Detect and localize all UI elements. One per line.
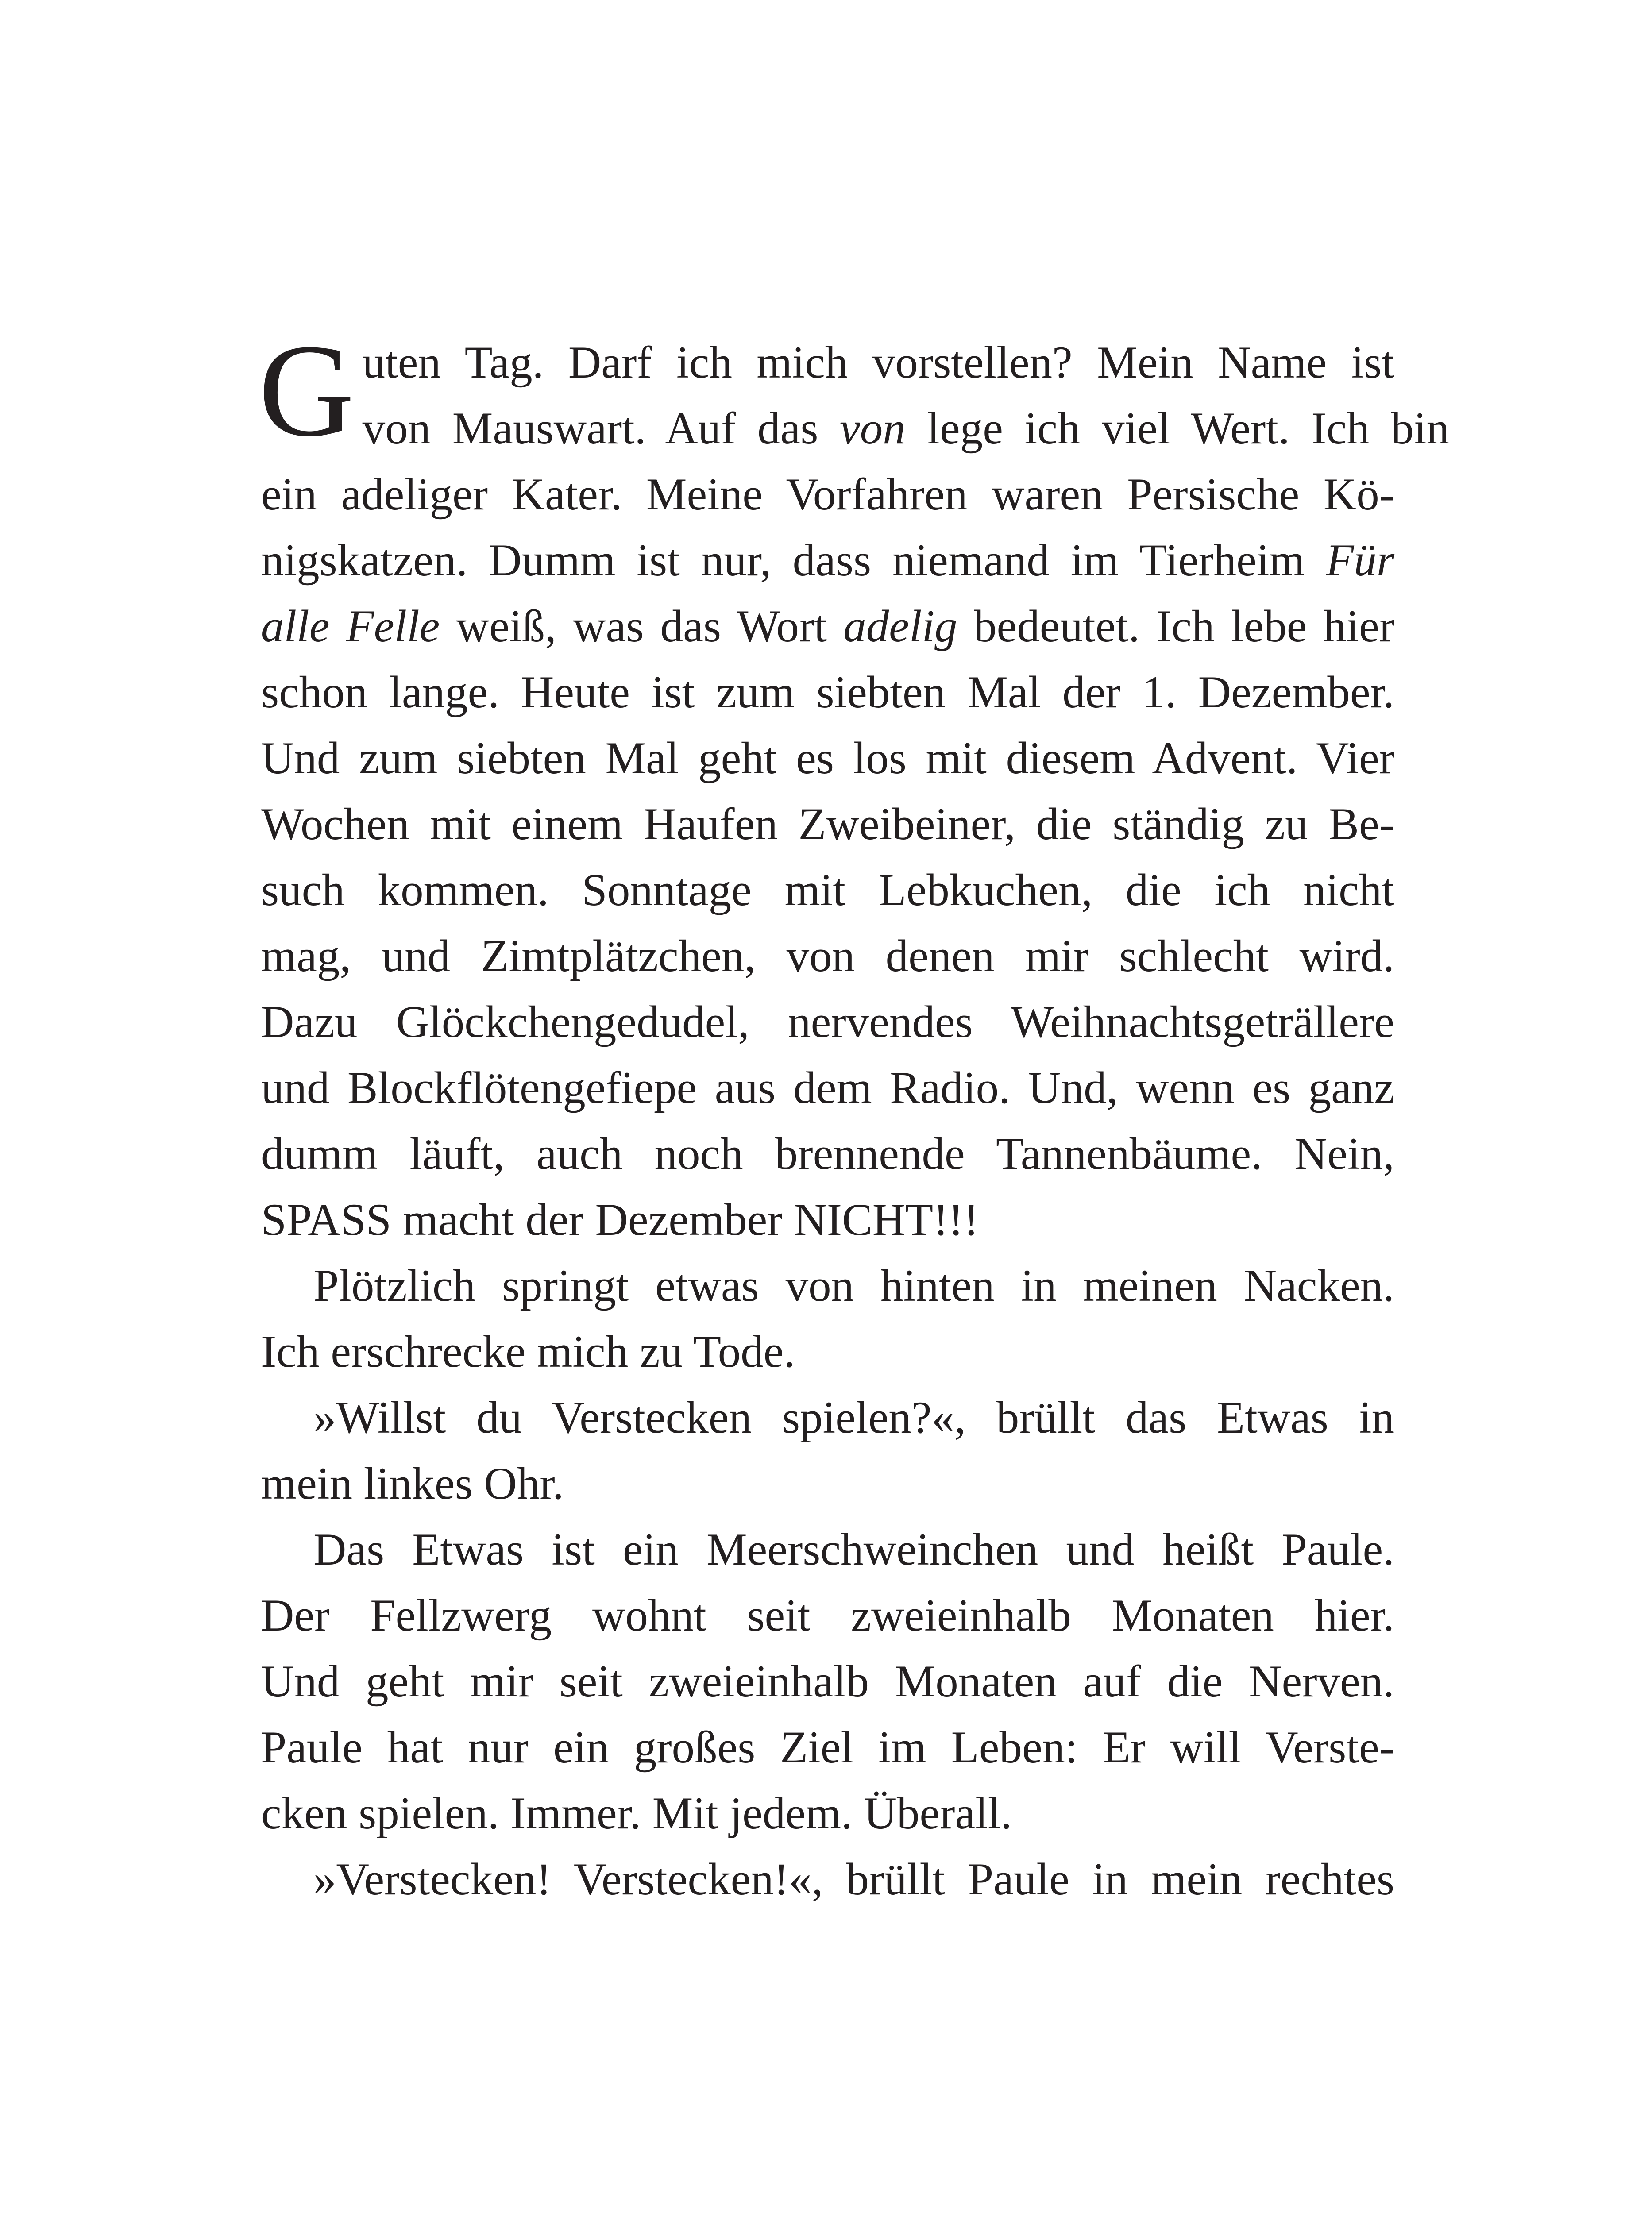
text-line: Dazu Glöckchengedudel, nervendes Weihnachtsgeträllere xyxy=(261,997,1394,1047)
text-line: »Verstecken! Verstecken!«, brüllt Paule in mein rechtes xyxy=(313,1854,1394,1905)
text-line: Der Fellzwerg wohnt seit zweieinhalb Monaten hier. xyxy=(261,1590,1394,1641)
text-line: cken spielen. Immer. Mit jedem. Überall. xyxy=(261,1788,1012,1839)
text-segment: von Mauswart. Auf das xyxy=(362,403,840,454)
paragraph xyxy=(261,1517,1394,1847)
text-line: such kommen. Sonntage mit Lebkuchen, die ich nicht xyxy=(261,865,1394,915)
text-line: Und geht mir seit zweieinhalb Monaten auf die Nerven. xyxy=(261,1656,1394,1707)
italic-text: adelig xyxy=(843,601,957,652)
text-line: Wochen mit einem Haufen Zweibeiner, die ständig zu Be- xyxy=(261,799,1394,849)
body-text xyxy=(259,317,1449,1912)
drop-cap: G xyxy=(259,317,355,464)
text-segment: bedeutet. Ich lebe hier xyxy=(957,601,1394,652)
text-line xyxy=(261,396,1449,462)
text-line: und Blockflötengefiepe aus dem Radio. Und, wenn es ganz xyxy=(261,1063,1394,1113)
paragraph xyxy=(261,1253,1394,1385)
text-line: Paule hat nur ein großes Ziel im Leben: Er will Verste- xyxy=(261,1722,1394,1773)
text-line xyxy=(261,594,1394,659)
text-line: dumm läuft, auch noch brennende Tannenbäume. Nein, xyxy=(261,1129,1394,1179)
text-line: Ich erschrecke mich zu Tode. xyxy=(261,1326,795,1377)
text-line: schon lange. Heute ist zum siebten Mal der 1. Dezember. xyxy=(261,667,1394,717)
text-line: SPASS macht der Dezember NICHT!!! xyxy=(261,1195,979,1245)
text-line: mag, und Zimtplätzchen, von denen mir schlecht wird. xyxy=(261,931,1394,981)
text-line: Und zum siebten Mal geht es los mit diesem Advent. Vier xyxy=(261,733,1394,783)
text-line: »Willst du Verstecken spielen?«, brüllt das Etwas in xyxy=(313,1392,1394,1443)
text-line: Plötzlich springt etwas von hinten in meinen Nacken. xyxy=(313,1261,1394,1311)
text-segment: lege ich viel Wert. Ich bin xyxy=(905,403,1449,454)
text-segment: weiß, was das Wort xyxy=(440,601,844,652)
italic-text: Für xyxy=(1326,535,1394,586)
italic-text: alle Felle xyxy=(261,601,440,652)
paragraph xyxy=(261,1847,1394,1912)
text-line: Das Etwas ist ein Meerschweinchen und heißt Paule. xyxy=(313,1524,1394,1575)
text-line: mein linkes Ohr. xyxy=(261,1458,564,1509)
text-line xyxy=(261,528,1394,594)
text-line: ein adeliger Kater. Meine Vorfahren waren Persische Kö- xyxy=(261,469,1394,520)
text-segment: nigskatzen. Dumm ist nur, dass niemand im Tierheim xyxy=(261,535,1326,586)
italic-text: von xyxy=(840,403,906,454)
text-line: uten Tag. Darf ich mich vorstellen? Mein Name ist xyxy=(362,337,1394,388)
paragraph xyxy=(261,1385,1394,1517)
paragraph-intro xyxy=(259,317,1449,1253)
